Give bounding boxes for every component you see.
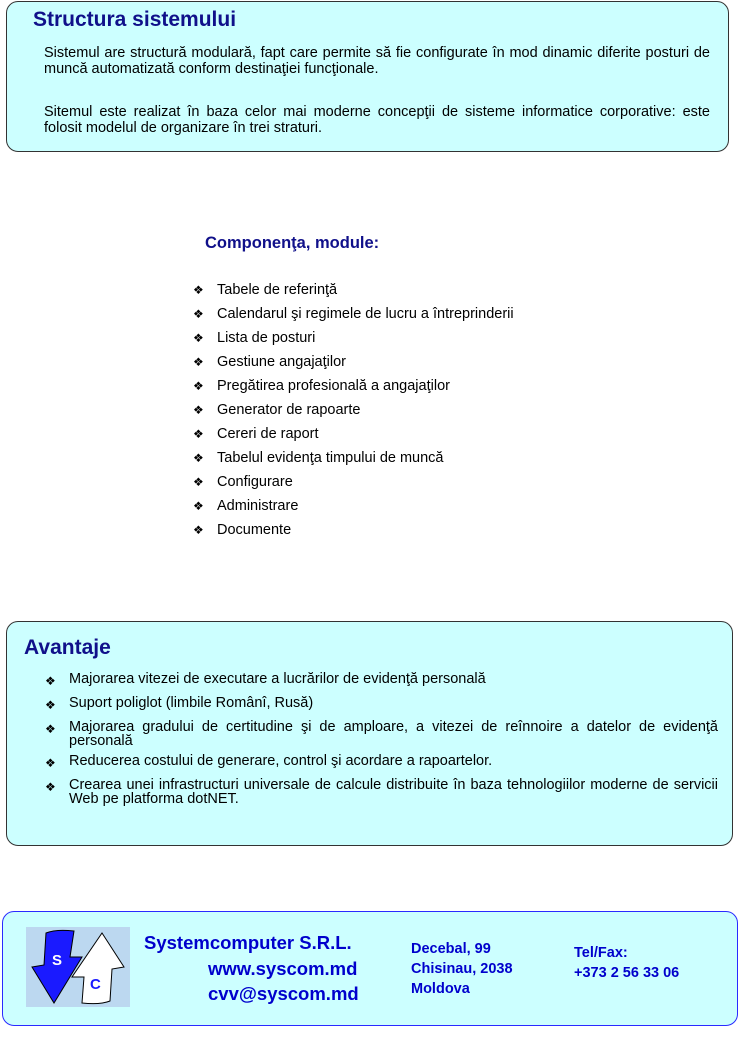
advantages-list [45,672,718,812]
advantages-title: Avantaje [24,636,111,659]
diamond-bullet-icon: ❖ [193,475,204,489]
list-item-label: Majorarea vitezei de executare a lucrărilor de evidenţă personală [69,671,486,687]
list-item-label: Generator de rapoarte [217,402,361,418]
structure-title: Structura sistemului [33,8,237,31]
list-item [193,401,514,425]
diamond-bullet-icon: ❖ [193,283,204,297]
phone-block [574,943,679,983]
diamond-bullet-icon: ❖ [193,307,204,321]
diamond-bullet-icon: ❖ [193,379,204,393]
diamond-bullet-icon: ❖ [193,427,204,441]
company-name: Systemcomputer S.R.L. [144,932,352,953]
diamond-bullet-icon: ❖ [45,722,56,736]
advantages-panel [6,621,733,846]
address-city: Chisinau, 2038 [411,961,513,977]
list-item [193,425,514,449]
diamond-bullet-icon: ❖ [45,674,56,688]
diamond-bullet-icon: ❖ [193,355,204,369]
diamond-bullet-icon: ❖ [45,756,56,770]
company-logo-icon [26,927,130,1007]
list-item-label: Crearea unei infrastructuri universale de calcule distribuite în baza tehnologiilor moderne de servicii Web pe platforma dotNET. [69,777,718,807]
structure-panel [6,1,729,152]
diamond-bullet-icon: ❖ [193,451,204,465]
list-item [193,329,514,353]
list-item-label: Tabele de referinţă [217,282,338,298]
list-item [193,521,514,545]
diamond-bullet-icon: ❖ [45,780,56,794]
list-item [193,377,514,401]
logo-letter-s: S [52,952,63,969]
company-website-link[interactable]: www.syscom.md [208,958,358,979]
list-item [45,754,718,772]
diamond-bullet-icon: ❖ [193,403,204,417]
list-item-label: Administrare [217,498,299,514]
tel-label: Tel/Fax: [574,945,628,961]
footer-panel [2,911,738,1026]
list-item-label: Majorarea gradului de certitudine şi de amploare, a vitezei de reînnoire a datelor de evidenţă personală [69,719,718,749]
list-item-label: Documente [217,522,292,538]
components-list [193,281,514,545]
list-item [45,696,718,714]
list-item-label: Cereri de raport [217,426,319,442]
list-item-label: Pregătirea profesională a angajaţilor [217,378,450,394]
list-item [45,672,718,690]
list-item [193,473,514,497]
company-email-link[interactable]: cvv@syscom.md [208,983,359,1004]
list-item [45,778,718,806]
list-item-label: Tabelul evidenţa timpului de muncă [217,450,444,466]
structure-paragraph-1: Sistemul are structură modulară, fapt care permite să fie configurate în mod dinamic diferite posturi de muncă automatizată conform destinaţiei funcţionale. [44,45,710,77]
logo-letter-c: C [90,976,101,993]
list-item-label: Gestiune angajaţilor [217,354,346,370]
list-item [193,305,514,329]
list-item [193,281,514,305]
list-item [193,353,514,377]
diamond-bullet-icon: ❖ [193,499,204,513]
structure-paragraph-2: Sitemul este realizat în baza celor mai moderne concepţii de sisteme informatice corporative: este folosit modelul de organizare în trei straturi. [44,104,710,136]
list-item-label: Calendarul şi regimele de lucru a întreprinderii [217,306,514,322]
diamond-bullet-icon: ❖ [45,698,56,712]
diamond-bullet-icon: ❖ [193,331,204,345]
address-country: Moldova [411,981,470,997]
address-street: Decebal, 99 [411,941,491,957]
list-item [45,720,718,748]
diamond-bullet-icon: ❖ [193,523,204,537]
list-item-label: Suport poliglot (limbile Românî, Rusă) [69,695,314,711]
list-item-label: Configurare [217,474,293,490]
components-title: Componenţa, module: [205,234,380,252]
tel-number: +373 2 56 33 06 [574,965,680,981]
list-item-label: Lista de posturi [217,330,316,346]
list-item-label: Reducerea costului de generare, control şi acordare a rapoartelor. [69,753,493,769]
list-item [193,449,514,473]
address-block [411,939,513,999]
list-item [193,497,514,521]
